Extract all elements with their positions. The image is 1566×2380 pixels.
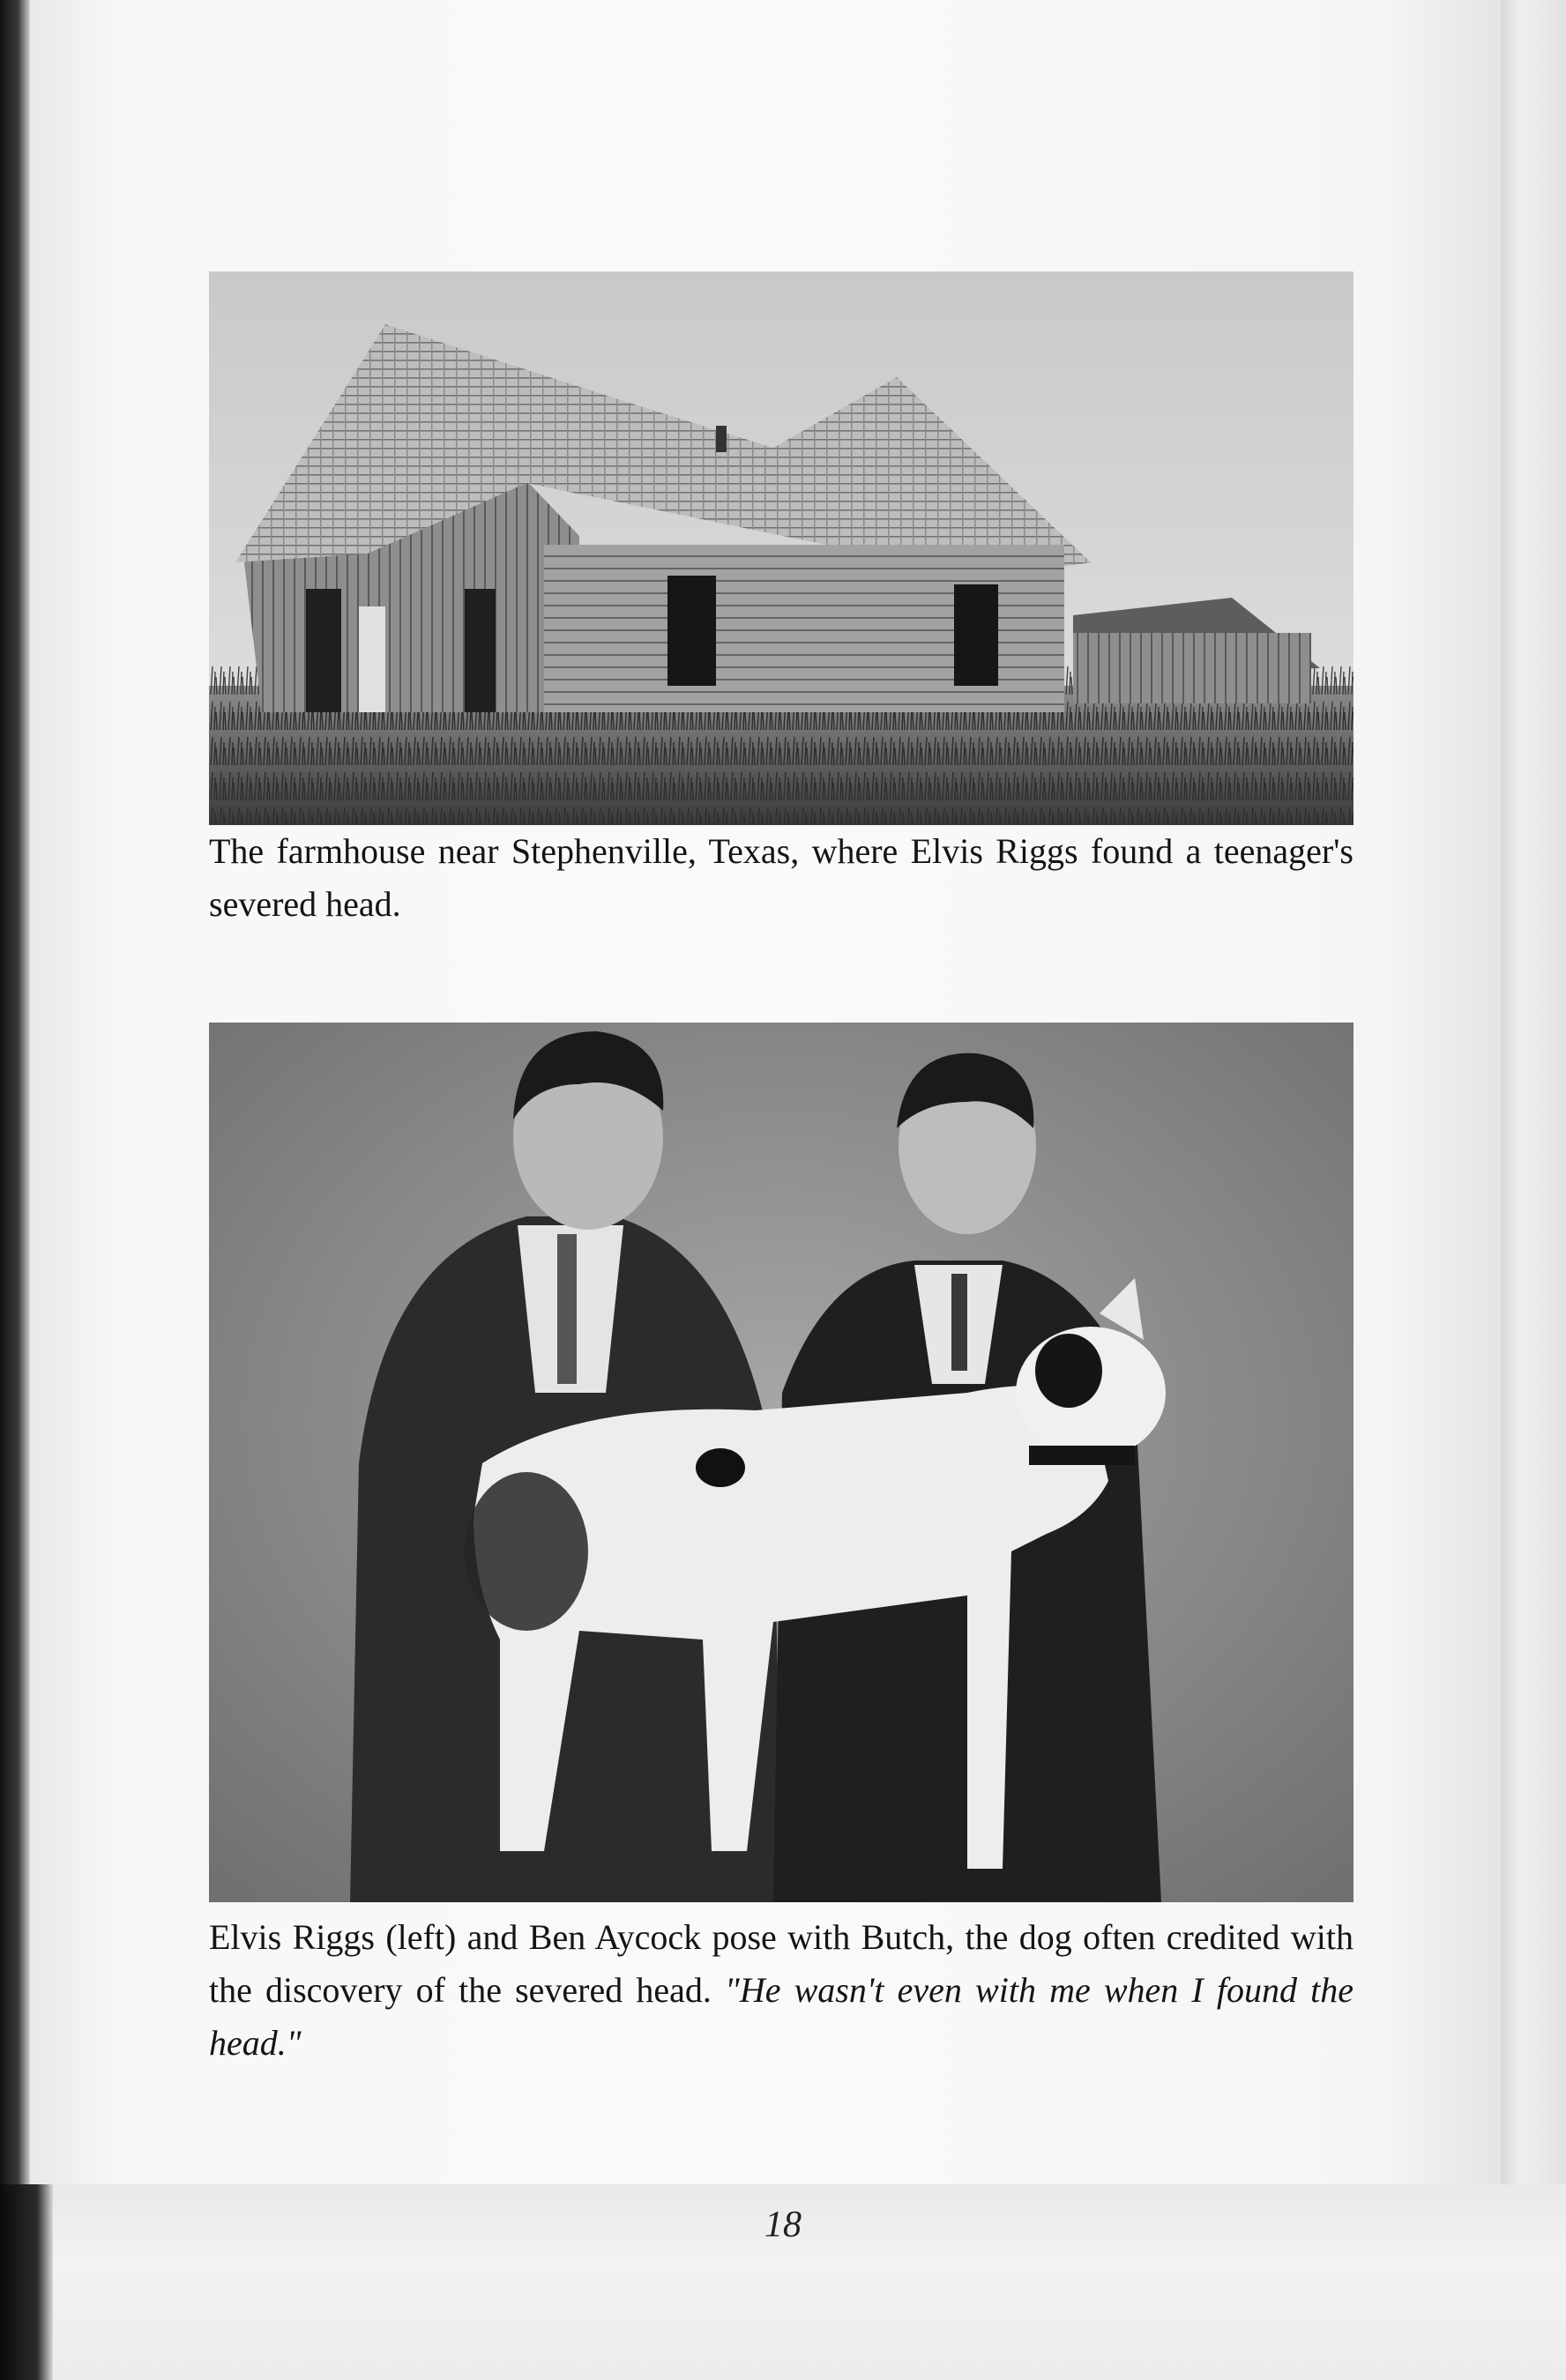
farmhouse-caption: The farmhouse near Stephenville, Texas, where Elvis Riggs found a teenager's severed head. — [209, 831, 1353, 924]
page-number: 18 — [764, 2205, 802, 2245]
portrait-caption-quote: "He wasn't even with me when I found the head." — [209, 1970, 1353, 2063]
farmhouse-photo — [209, 271, 1353, 825]
page-edge — [1501, 0, 1566, 2380]
portrait-caption — [209, 1911, 1353, 2070]
portrait-photo — [209, 1023, 1353, 1902]
scanner-edge — [0, 0, 30, 2184]
portrait-caption-text: Elvis Riggs (left) and Ben Aycock pose with Butch, the dog often credited with the discovery of the severed head. — [209, 1917, 1353, 2010]
